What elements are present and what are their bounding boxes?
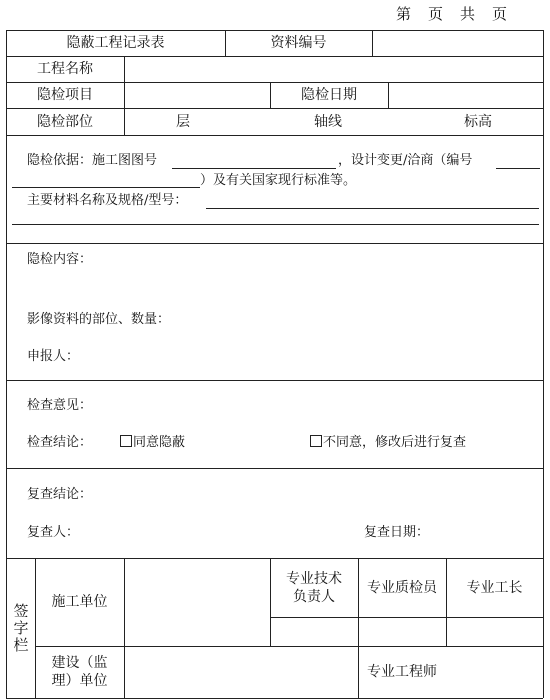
recheck-conclusion-label: 复查结论： xyxy=(27,487,93,502)
foreman-label: 专业工长 xyxy=(466,579,523,596)
recheck-date-label: 复查日期： xyxy=(364,525,430,540)
project-name-label: 工程名称 xyxy=(37,61,93,77)
signature-column-label: 签字栏 xyxy=(11,602,30,654)
design-change-label: ，设计变更/洽商（编号 xyxy=(338,153,473,168)
basis-standards-label: ）及有关国家现行标准等。 xyxy=(200,173,357,188)
project-name-value[interactable] xyxy=(125,57,542,81)
images-label: 影像资料的部位、数量： xyxy=(27,312,171,327)
applicant-label: 申报人： xyxy=(27,349,80,364)
inspection-item-value[interactable] xyxy=(125,83,269,107)
disagree-option[interactable] xyxy=(310,435,466,451)
check-conclusion-label: 检查结论： xyxy=(27,435,93,450)
contractor-label: 施工单位 xyxy=(51,594,108,610)
supervisor-signature-area[interactable] xyxy=(125,647,357,697)
inspection-item-label: 隐检项目 xyxy=(37,87,93,103)
doc-number-label: 资料编号 xyxy=(270,35,327,51)
supervisor-label: 建设（监理）单位 xyxy=(51,655,108,689)
contractor-signature-area[interactable] xyxy=(125,559,269,645)
tech-lead-label: 专业技术负责人 xyxy=(286,570,342,605)
form-title: 隐蔽工程记录表 xyxy=(66,35,165,51)
foreman-signature[interactable] xyxy=(447,618,542,645)
change-number-blank[interactable] xyxy=(496,168,540,169)
disagree-checkbox[interactable] xyxy=(310,435,322,447)
inspection-date-value[interactable] xyxy=(389,83,542,107)
content-label: 隐检内容： xyxy=(27,252,93,267)
agree-checkbox[interactable] xyxy=(120,435,132,447)
materials-label: 主要材料名称及规格/型号： xyxy=(27,193,188,208)
page-counter: 第 页 共 页 xyxy=(396,5,509,23)
floor-label: 层 xyxy=(176,114,190,130)
tech-lead-signature[interactable] xyxy=(271,618,357,645)
quality-inspector-label: 专业质检员 xyxy=(367,579,437,596)
doc-number-value[interactable] xyxy=(373,31,542,55)
inspection-date-label: 隐检日期 xyxy=(301,87,357,103)
basis-drawing-label: 隐检依据：施工图图号 xyxy=(27,153,158,168)
agree-label: 同意隐蔽 xyxy=(133,435,186,450)
quality-inspector-signature[interactable] xyxy=(359,618,445,645)
drawing-number-blank[interactable] xyxy=(172,168,336,169)
change-number-blank-continued[interactable] xyxy=(12,187,200,188)
recheck-person-label: 复查人： xyxy=(27,525,80,540)
check-opinion-label: 检查意见： xyxy=(27,398,93,413)
elevation-label: 标高 xyxy=(464,114,492,130)
agree-option[interactable] xyxy=(120,435,185,451)
inspection-part-label: 隐检部位 xyxy=(37,113,93,130)
axis-label: 轴线 xyxy=(314,114,342,130)
disagree-label: 不同意，修改后进行复查 xyxy=(323,435,467,450)
materials-blank[interactable] xyxy=(206,208,539,209)
materials-blank-line-2[interactable] xyxy=(12,224,539,225)
engineer-label: 专业工程师 xyxy=(367,664,437,680)
